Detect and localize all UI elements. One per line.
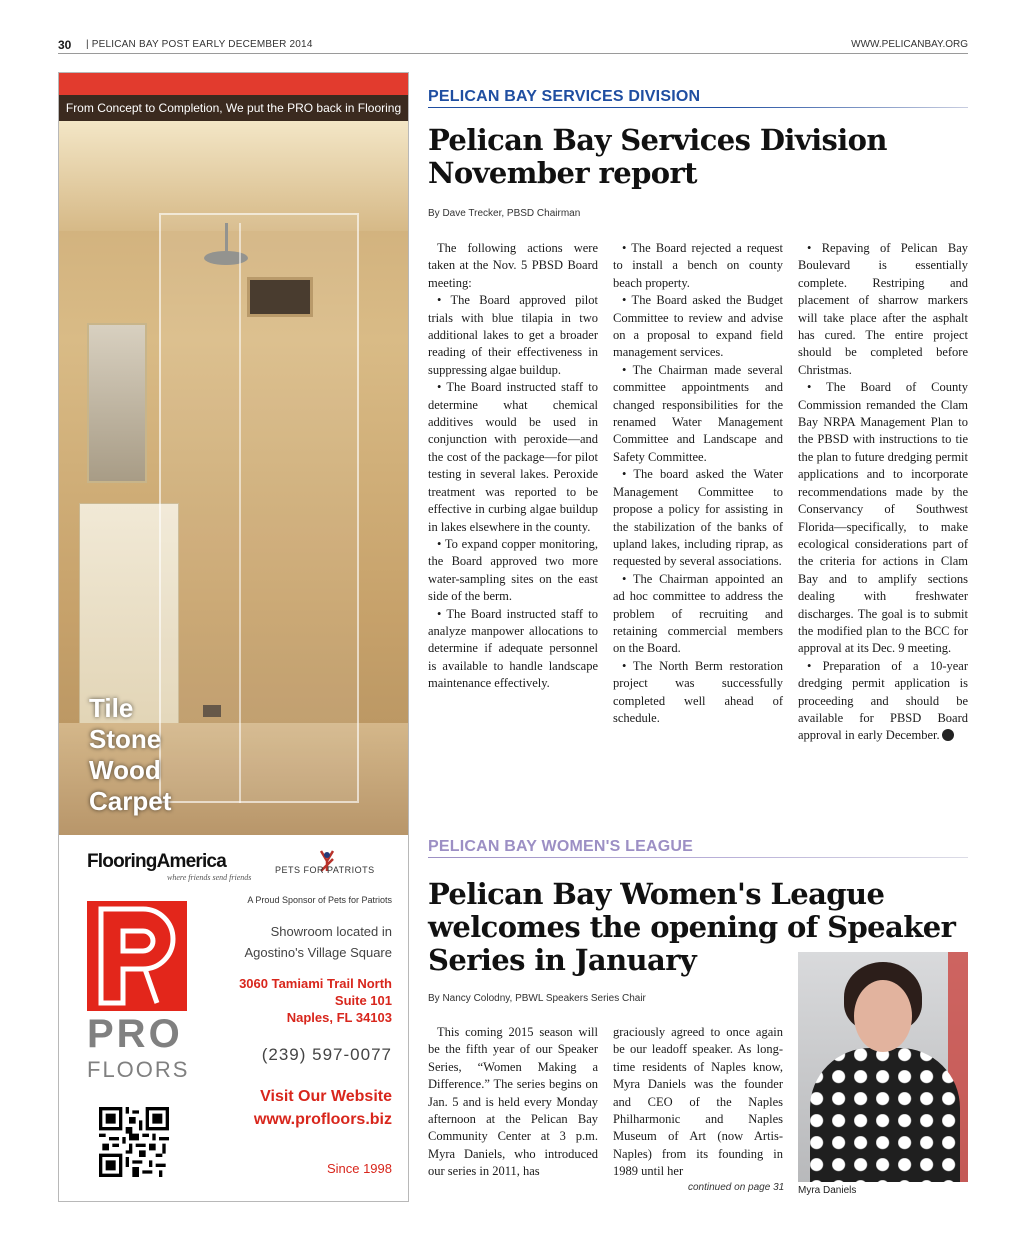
paragraph: • The Board instructed staff to determine what chemical additives would be used in conjunction with peroxide—and the cost of the package—for pilot testing in several lakes. Peroxide treatment was reported to be effective in curbing algae buildup in lakes elsewhere in the county. [428, 380, 598, 534]
ad-contact-panel [59, 835, 408, 1201]
ad-red-bar [59, 73, 408, 95]
phone-number[interactable]: (239) 597-0077 [261, 1045, 392, 1064]
photo-caption: Myra Daniels [798, 1185, 857, 1196]
article1-column-1 [428, 240, 598, 693]
flooring-america-logo: FlooringAmerica [87, 851, 226, 872]
end-of-article-icon [942, 729, 954, 741]
section-label-pbwl: PELICAN BAY WOMEN'S LEAGUE [428, 838, 694, 855]
sponsor-line: A Proud Sponsor of Pets for Patriots [247, 895, 392, 905]
section-rule-pbsd [428, 107, 968, 108]
pro-floors-logo-icon [87, 901, 187, 1011]
article1-title-line-2: November report [428, 156, 697, 190]
page-header [58, 38, 968, 54]
article2-column-1 [428, 1024, 598, 1181]
continued-note[interactable]: continued on page 31 [688, 1182, 785, 1193]
ad-materials-list [89, 693, 171, 817]
visit-website-label: Visit Our Website [260, 1088, 392, 1105]
paragraph: graciously agreed to once again be our leadoff speaker. As long-time residents of Naples know, Myra Daniels was the founder and CEO of the Naples Philharmonic and Naples Museum of Art (now Artis-Naples) from its founding in 1989 until her [613, 1025, 783, 1179]
material-carpet: Carpet [89, 786, 172, 816]
qr-code-icon[interactable] [99, 1107, 169, 1177]
article2-title-line-1: Pelican Bay Women's League [428, 877, 885, 911]
myra-daniels-photo [798, 952, 968, 1182]
paragraph: • Repaving of Pelican Bay Boulevard is essentially complete. Restriping and placement of sharrow markers will take place after the asphalt has cured. The entire project should be completed before Christmas. [798, 241, 968, 377]
address-line-2: Suite 101 [334, 993, 392, 1008]
paragraph: This coming 2015 season will be the fifth year of our Speaker Series, “Women Making a Difference.” The series begins on Jan. 5 and is held every Monday afternoon at the Pelican Bay Community Center at 3 p.m. Myra Daniels, who introduced our series in 2011, has [428, 1025, 598, 1179]
section-label-pbsd: PELICAN BAY SERVICES DIVISION [428, 88, 701, 105]
vanity-mirror [87, 323, 147, 483]
address-line-1: 3060 Tamiami Trail North [239, 976, 392, 991]
article1-column-3 [798, 240, 968, 745]
showroom-location [244, 921, 392, 963]
glass-enclosure [159, 213, 359, 803]
since-year: Since 1998 [326, 1161, 392, 1176]
profloors-url-link[interactable]: www.profloors.biz [253, 1111, 392, 1128]
paragraph: • The Board rejected a request to install a bench on county beach property. [613, 241, 783, 290]
material-stone: Stone [89, 724, 162, 754]
website-callout [254, 1085, 392, 1131]
paragraph: • The Chairman appointed an ad hoc committee to address the problem of recruiting and retaining commercial members on the Board. [613, 571, 783, 656]
showroom-line-2: Agostino's Village Square [244, 945, 392, 960]
article2-title-line-3: Series in January [428, 943, 697, 977]
section-rule-pbwl [428, 857, 968, 858]
pro-wordmark: PRO [87, 1012, 183, 1056]
ad-tagline: From Concept to Completion, We put the PRO back in Flooring [59, 95, 408, 121]
page-number: 30 [58, 38, 72, 52]
publication-line: | PELICAN BAY POST EARLY DECEMBER 2014 [86, 39, 313, 50]
paragraph-text: • Preparation of a 10-year dredging permit application is proceeding and should be available for PBSD Board approval in early December. [798, 658, 968, 743]
article2-title-line-2: welcomes the opening of Speaker [428, 910, 956, 944]
article1-column-2 [613, 240, 783, 727]
paragraph: • The Board asked the Budget Committee to review and advise on a proposal to expand field management services. [613, 293, 783, 360]
material-wood: Wood [89, 755, 161, 785]
article2-byline: By Nancy Colodny, PBWL Speakers Series Chair [428, 993, 646, 1004]
paragraph: • To expand copper monitoring, the Board approved two more water-sampling sites on the east side of the berm. [428, 536, 598, 604]
paragraph: • The Board approved pilot trials with blue tilapia in two additional lakes to get a broader reading of their effectiveness in suppressing algae buildup. [428, 293, 598, 377]
website-url[interactable]: WWW.PELICANBAY.ORG [851, 39, 968, 50]
paragraph: • The Board instructed staff to analyze manpower allocations to determine if adequate personnel is available to handle landscape maintenance effectively. [428, 606, 598, 691]
material-tile: Tile [89, 693, 134, 723]
paragraph: The following actions were taken at the Nov. 5 PBSD Board meeting: [428, 241, 598, 290]
pets-for-patriots-logo: PETS FOR PATRIOTS [275, 865, 375, 875]
paragraph: • The Board of County Commission remanded the Clam Bay NRPA Management Plan to the PBSD with instructions to tie the plan to future dredging permit applications and to incorporate recommendations made by the Conservancy of Southwest Florida—specifically, to make ecological considerations part of the criteria for actions in Clam Bay and to amplify sections dealing with freshwater discharges. The goal is to submit the modified plan to the BCC for approval at its Dec. 9 meeting. [798, 380, 968, 656]
article2-column-2 [613, 1024, 783, 1181]
photo-patterned-jacket [810, 1048, 960, 1182]
floors-wordmark: FLOORS [87, 1057, 190, 1082]
showroom-line-1: Showroom located in [270, 924, 392, 939]
glass-seam [239, 223, 241, 803]
paragraph: • The board asked the Water Management Committee to propose a policy for assisting in the stabilization of the banks of upland lakes, including riprap, as requested by several associations. [613, 467, 783, 569]
article1-title-line-1: Pelican Bay Services Division [428, 123, 887, 157]
address-line-3: Naples, FL 34103 [286, 1010, 392, 1025]
article1-byline: By Dave Trecker, PBSD Chairman [428, 208, 581, 219]
paragraph: • The North Berm restoration project was successfully completed well ahead of schedule. [613, 658, 783, 725]
shower-photo [59, 73, 408, 835]
flooring-america-tagline: where friends send friends [167, 873, 252, 882]
article1-title [428, 124, 887, 190]
paragraph-last [798, 658, 968, 745]
store-address [239, 975, 392, 1026]
pro-floors-advertisement[interactable] [58, 72, 409, 1202]
paragraph: • The Chairman made several committee appointments and changed responsibilities for the renamed Water Management Committee and Landscape and Safety Committee. [613, 362, 783, 464]
photo-face [854, 980, 912, 1052]
